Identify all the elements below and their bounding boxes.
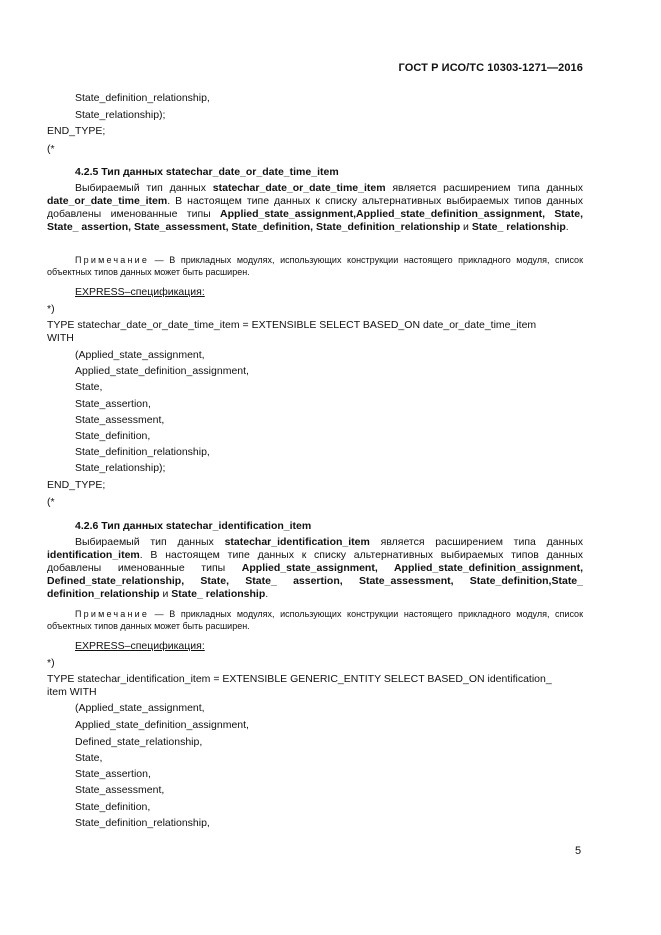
select-item: Defined_state_relationship, xyxy=(75,736,203,748)
code-line: State_relationship); xyxy=(75,109,166,121)
select-item: (Applied_state_assignment, xyxy=(75,702,205,714)
end-type-line: END_TYPE; xyxy=(47,125,106,137)
type-declaration-cont: item WITH xyxy=(47,686,97,698)
page-number: 5 xyxy=(575,845,582,857)
type-declaration-cont: WITH xyxy=(47,332,74,344)
select-item: State_relationship); xyxy=(75,462,166,474)
comment-close: *) xyxy=(47,303,55,315)
comment-close: *) xyxy=(47,657,55,669)
select-item: Applied_state_definition_assignment, xyxy=(75,365,249,377)
comment-open: (* xyxy=(47,143,55,155)
code-line: State_definition_relationship, xyxy=(75,92,210,104)
note: Примечание — В прикладных модулях, использующих конструкции настоящего прикладного модуля, список объектных типов данных может быть расширен. xyxy=(47,609,583,631)
select-item: State_definition, xyxy=(75,801,151,813)
express-label: EXPRESS–спецификация: xyxy=(75,286,205,298)
type-declaration: TYPE statechar_date_or_date_time_item = EXTENSIBLE SELECT BASED_ON date_or_date_time_item xyxy=(47,319,537,331)
select-item: (Applied_state_assignment, xyxy=(75,349,205,361)
comment-open: (* xyxy=(47,496,55,508)
select-item: State_definition_relationship, xyxy=(75,817,210,829)
end-type-line: END_TYPE; xyxy=(47,479,106,491)
section-heading: 4.2.5 Тип данных statechar_date_or_date_time_item xyxy=(75,166,339,178)
select-item: State, xyxy=(75,752,103,764)
note: Примечание — В прикладных модулях, использующих конструкции настоящего прикладного модуля, список объектных типов данных может быть расширен. xyxy=(47,255,583,277)
select-item: State_assertion, xyxy=(75,398,151,410)
select-item: State_definition_relationship, xyxy=(75,446,210,458)
section-paragraph: Выбираемый тип данных statechar_identification_item является расширением типа данных identification_item. В настоящем типе данных к списку альтернативных выбираемых типов данных добавлены именованные типы Applied_state_assignment, Applied_state_definition_assignment, Defined_state_relationship, State, State_ assertion, State_assessment, State_definition,State_ definition_relationship и State_ relationship. xyxy=(47,536,584,600)
select-item: State_assertion, xyxy=(75,768,151,780)
type-declaration: TYPE statechar_identification_item = EXTENSIBLE GENERIC_ENTITY SELECT BASED_ON identification_ xyxy=(47,673,552,685)
select-item: State, xyxy=(75,381,103,393)
document-header: ГОСТ Р ИСО/ТС 10303-1271—2016 xyxy=(398,62,583,74)
section-paragraph: Выбираемый тип данных statechar_date_or_date_time_item является расширением типа данных date_or_date_time_item. В настоящем типе данных к списку альтернативных выбираемых типов данных добавлены именованные типы Applied_state_assignment,Applied_state_definition_assignment, State, State_ assertion, State_assessment, State_definition, State_definition_relationship и State_ relationship. xyxy=(47,182,583,233)
section-heading: 4.2.6 Тип данных statechar_identification_item xyxy=(75,520,312,532)
select-item: Applied_state_definition_assignment, xyxy=(75,719,249,731)
select-item: State_assessment, xyxy=(75,414,165,426)
select-item: State_definition, xyxy=(75,430,151,442)
select-item: State_assessment, xyxy=(75,784,165,796)
express-label: EXPRESS–спецификация: xyxy=(75,640,205,652)
